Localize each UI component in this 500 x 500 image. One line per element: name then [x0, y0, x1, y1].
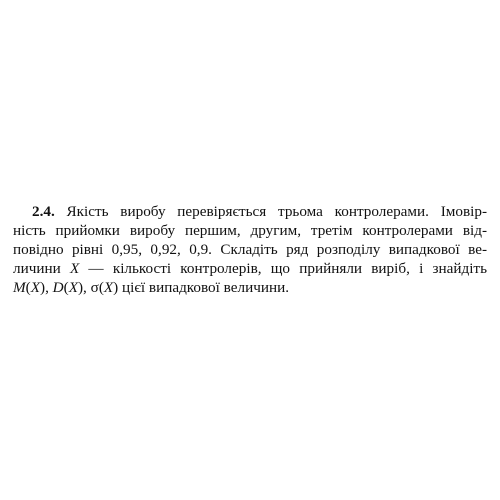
- formula-separator: ,: [45, 279, 49, 296]
- problem-text-line-4: личини: [13, 260, 61, 277]
- problem-line-4: [13, 259, 487, 278]
- formula-arg: X: [103, 279, 114, 296]
- problem-text-line-4-rest: — кількості контролерів, що прийняли виріб, і знайдіть: [88, 260, 487, 277]
- problem-line-2: ність прийомки виробу першим, другим, третім контролерами від-: [13, 222, 487, 239]
- problem-text-line-1: Якість виробу перевіряється трьома контролерами. Імовір-: [66, 203, 487, 220]
- paren-open: (: [25, 279, 31, 296]
- paren-close: ): [113, 279, 119, 296]
- paren-close: ): [77, 279, 84, 296]
- expectation-symbol: M: [13, 279, 26, 296]
- variance-formula: [53, 279, 83, 296]
- paren-open: (: [98, 279, 104, 296]
- variance-symbol: D: [52, 279, 64, 296]
- formula-separator: ,: [83, 279, 87, 296]
- paren-close: ): [40, 279, 46, 296]
- std-dev-symbol: σ: [90, 279, 99, 296]
- paren-open: (: [63, 279, 69, 296]
- problem-line-1: [13, 202, 487, 221]
- problem-2-4: [13, 202, 487, 297]
- formula-arg: X: [30, 279, 40, 296]
- random-variable-x: X: [69, 260, 80, 277]
- problem-number: 2.4.: [32, 203, 55, 220]
- expectation-formula: [13, 279, 45, 296]
- std-dev-formula: [91, 279, 119, 296]
- formula-arg: X: [68, 279, 78, 296]
- problem-line-3: повідно рівні 0,95, 0,92, 0,9. Складіть ряд розподілу випадкової ве-: [13, 241, 487, 258]
- problem-text-tail: цієї випадкової величини.: [122, 279, 290, 296]
- problem-line-5: [13, 278, 487, 297]
